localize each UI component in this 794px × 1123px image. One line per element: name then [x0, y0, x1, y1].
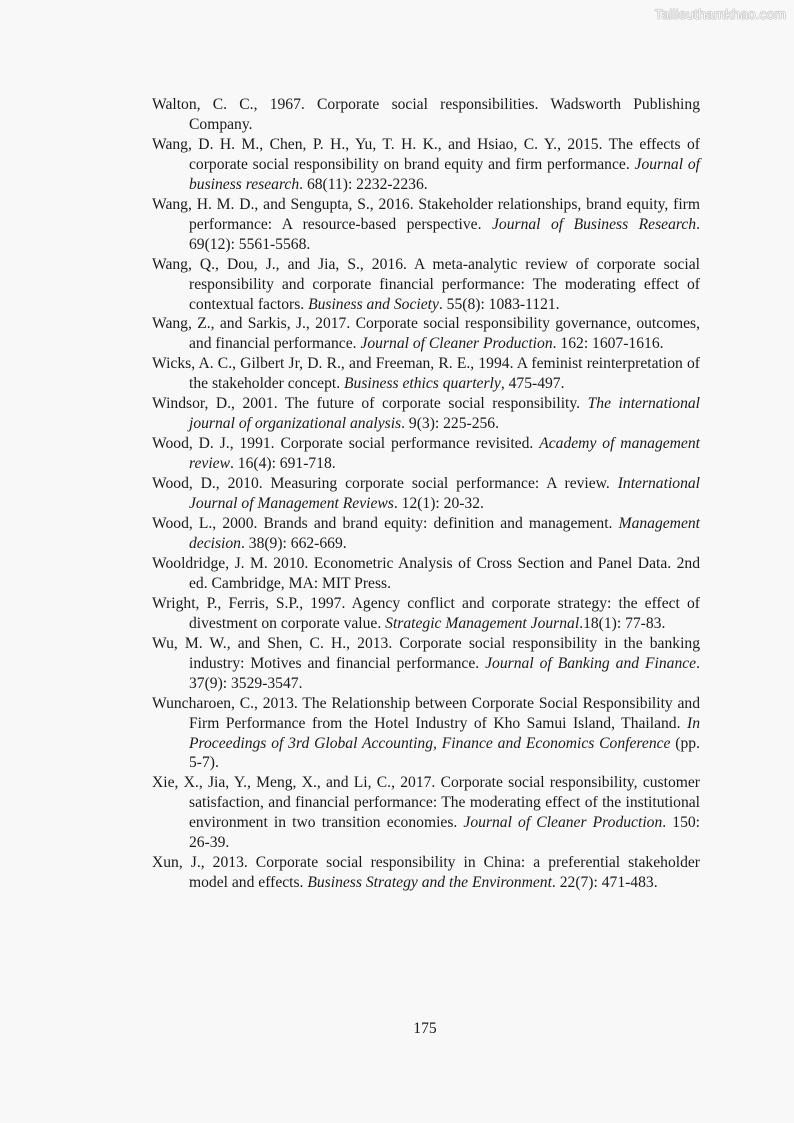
- reference-entry: [152, 255, 700, 315]
- ref-journal: Journal of business research: [189, 155, 700, 193]
- ref-journal: Strategic Management Journal: [385, 614, 580, 632]
- reference-entry: [152, 354, 700, 394]
- reference-entry: [152, 95, 700, 135]
- ref-details: , 475-497.: [500, 375, 565, 393]
- ref-text: Wang, H. M. D., and Sengupta, S., 2016. Stakeholder relationships, brand equity, firm performance: A resource-based perspective.: [152, 195, 700, 233]
- ref-text: Windsor, D., 2001. The future of corporate social responsibility.: [152, 395, 588, 413]
- ref-journal: Management decision: [189, 515, 700, 552]
- ref-details: . 69(12): 5561-5568.: [189, 215, 700, 253]
- ref-text: Wu, M. W., and Shen, C. H., 2013. Corporate social responsibility in the banking industry: Motives and financial performance.: [152, 634, 700, 672]
- watermark: Tailieuthamkhao.com: [654, 6, 786, 22]
- ref-details: . 16(4): 691-718.: [230, 455, 336, 473]
- ref-details: . 38(9): 662-669.: [240, 534, 347, 552]
- reference-entry: [152, 195, 700, 255]
- ref-journal: Business and Society: [308, 295, 439, 313]
- reference-entry: [152, 135, 700, 195]
- reference-entry: [152, 694, 700, 774]
- ref-text: Wuncharoen, C., 2013. The Relationship between Corporate Social Responsibility and Firm Performance from the Hotel Industry of Kho Samui Island, Thailand.: [152, 694, 700, 732]
- ref-details: (pp. 5-7).: [189, 734, 700, 772]
- ref-text: Wood, D., 2010. Measuring corporate social performance: A review.: [152, 475, 618, 493]
- ref-details: . 12(1): 20-32.: [393, 495, 484, 513]
- ref-journal: Journal of Cleaner Production: [360, 335, 553, 353]
- reference-entry: [152, 394, 700, 434]
- ref-text: Xun, J., 2013. Corporate social responsibility in China: a preferential stakeholder model and effects.: [152, 854, 700, 892]
- ref-details: . 9(3): 225-256.: [401, 415, 500, 433]
- ref-details: . 162: 1607-1616.: [552, 335, 664, 353]
- ref-journal: Academy of management review: [189, 435, 700, 473]
- ref-text: Wang, D. H. M., Chen, P. H., Yu, T. H. K., and Hsiao, C. Y., 2015. The effects of corporate social responsibility on brand equity and firm performance.: [152, 135, 700, 173]
- ref-journal: In Proceedings of 3rd Global Accounting, Finance and Economics Conference: [189, 714, 700, 752]
- ref-text: Wicks, A. C., Gilbert Jr, D. R., and Freeman, R. E., 1994. A feminist reinterpretation of the stakeholder concept.: [152, 355, 700, 393]
- ref-details: . 37(9): 3529-3547.: [189, 654, 700, 692]
- ref-journal: Business Strategy and the Environment: [307, 874, 552, 892]
- reference-entry: [152, 434, 700, 474]
- reference-entry: [152, 594, 700, 634]
- ref-journal: Journal of Banking and Finance: [485, 654, 697, 672]
- ref-text: Wooldridge, J. M. 2010. Econometric Analysis of Cross Section and Panel Data. 2nd ed. Cambridge, MA: MIT Press.: [152, 554, 700, 592]
- reference-entry: [152, 474, 700, 514]
- ref-journal: Business ethics quarterly: [344, 375, 501, 393]
- ref-details: .18(1): 77-83.: [579, 614, 666, 632]
- reference-entry: [152, 853, 700, 893]
- ref-text: Wood, L., 2000. Brands and brand equity: definition and management.: [152, 515, 619, 533]
- ref-text: Wang, Z., and Sarkis, J., 2017. Corporate social responsibility governance, outcomes, and financial performance.: [152, 315, 700, 353]
- ref-journal: Journal of Business Research: [491, 215, 697, 233]
- reference-entry: [152, 773, 700, 853]
- ref-journal: The international journal of organizational analysis: [189, 395, 700, 433]
- ref-details: . 22(7): 471-483.: [551, 874, 658, 892]
- ref-text: Wang, Q., Dou, J., and Jia, S., 2016. A meta-analytic review of corporate social responsibility and corporate financial performance: The moderating effect of contextual factors.: [152, 255, 700, 313]
- reference-entry: [152, 634, 700, 694]
- ref-text: Wood, D. J., 1991. Corporate social performance revisited.: [152, 435, 540, 453]
- ref-text: Wright, P., Ferris, S.P., 1997. Agency conflict and corporate strategy: the effect of divestment on corporate value.: [152, 594, 700, 632]
- ref-text: Walton, C. C., 1967. Corporate social responsibilities. Wadsworth Publishing Company.: [152, 96, 700, 133]
- ref-details: . 150: 26-39.: [189, 814, 700, 852]
- ref-text: Xie, X., Jia, Y., Meng, X., and Li, C., 2017. Corporate social responsibility, customer satisfaction, and financial performance: The moderating effect of the institutional environment in two transition economies.: [152, 774, 700, 832]
- reference-list: [152, 95, 700, 893]
- reference-entry: [152, 554, 700, 594]
- reference-entry: [152, 514, 700, 554]
- ref-details: . 55(8): 1083-1121.: [438, 295, 560, 313]
- ref-journal: International Journal of Management Reviews: [189, 475, 700, 513]
- reference-entry: [152, 314, 700, 354]
- page-number: 175: [413, 1020, 437, 1037]
- ref-journal: Journal of Cleaner Production: [463, 814, 663, 832]
- ref-details: . 68(11): 2232-2236.: [299, 175, 428, 193]
